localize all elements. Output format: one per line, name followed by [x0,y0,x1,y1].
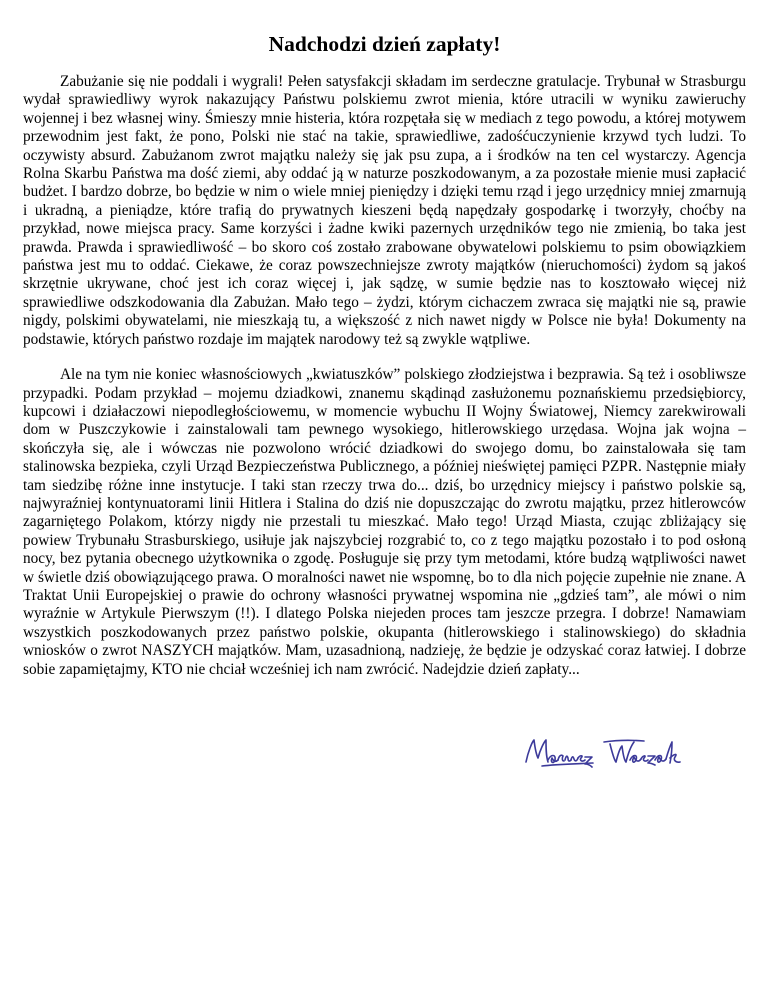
document-page [23,30,746,679]
document-title: Nadchodzi dzień zapłaty! [268,32,501,56]
handwritten-signature [518,734,698,774]
paragraph-1: Zabużanie się nie poddali i wygrali! Pełen satysfakcji składam im serdeczne gratulacje. Trybunał w Strasburgu wydał sprawiedliwy wyrok nakazujący Państwu polskiemu zwrot mienia, które utracili w wyniku zawieruchy wojennej i bez własnej winy. Śmieszy mnie histeria, która rozpętała się w mediach z tego powodu, a której motywem przewodnim jest fakt, że pono, Polski nie stać na takie, sprawiedliwe, zadośćuczynienie krzywd tych ludzi. To oczywisty absurd. Zabużanom zwrot majątku należy się jak psu zupa, a i środków na ten cel wystarczy. Agencja Rolna Skarbu Państwa ma dość ziemi, aby oddać ją w naturze poszkodowanym, a za pozostałe mienie musi zapłacić budżet. I bardzo dobrze, bo będzie w nim o wiele mniej pieniędzy i dzięki temu rząd i jego urzędnicy mniej zmarnują i ukradną, a pieniądze, które trafią do prywatnych kieszeni będą napędzały gospodarkę i tworzyły, choćby na przykład, nowe miejsca pracy. Same korzyści i żadne kwiki pazernych urzędników tego nie zmienią, bo taka jest prawda. Prawda i sprawiedliwość – bo skoro coś zostało zrabowane obywatelowi polskiemu to psim obowiązkiem państwa jest mu to oddać. Ciekawe, że coraz powszechniejsze zwroty majątków (nieruchomości) żydom są jakoś skrzętnie ukrywane, choć jest ich coraz więcej i, jak sądzę, w sumie będzie nas to kosztowało więcej niż sprawiedliwe odszkodowania dla Zabużan. Mało tego – żydzi, którym cichaczem zwraca się majątki nie są, prawie nigdy, polskimi obywatelami, nie mieszkają tu, a większość z nich nawet nigdy w Polsce nie była! Dokumenty na podstawie, których państwo rozdaje im majątek narodowy też są zwykle wątpliwe. [23,73,746,348]
paragraph-2: Ale na tym nie koniec własnościowych „kwiatuszków” polskiego złodziejstwa i bezprawia. Są też i osobliwsze przypadki. Podam przykład – mojemu dziadkowi, znanemu skądinąd zasłużonemu poznańskiemu przedsiębiorcy, kupcowi i działaczowi niepodległościowemu, w momencie wybuchu II Wojny Światowej, Niemcy zarekwirowali dom w Puszczykowie i zainstalowali tam pewnego wysokiego, hitlerowskiego urzędasa. Wojna jak wojna – skończyła się, ale i wówczas nie pozwolono wrócić dziadkowi do swojego domu, bo zainstalowała się tam stalinowska bezpieka, czyli Urząd Bezpieczeństwa Publicznego, a później nieświętej pamięci PZPR. Następnie miały tam siedzibę różne inne instytucje. I taki stan rzeczy trwa do... dziś, bo urzędnicy miejscy i państwo polskie są, najwyraźniej kontynuatorami linii Hitlera i Stalina do dziś nie dopuszczając do zwrotu majątku, przez hitlerowców zagarniętego Polakom, którzy nigdy nie przestali tu mieszkać. Mało tego! Urząd Miasta, czując zbliżający się powiew Trybunału Strasburskiego, usiłuje jak najszybciej rozgrabić to, co z tego majątku pozostało i to pod osłoną nocy, bez pytania obecnego użytkownika o zgodę. Posługuje się przy tym metodami, które budzą wątpliwości nawet w świetle dziś obowiązującego prawa. O moralności nawet nie wspomnę, bo to dla nich pojęcie zupełnie nie znane. A Traktat Unii Europejskiej o prawie do ochrony własności prywatnej wspomina nie „gdzieś tam”, ale mówi o nim wyraźnie w Artykule Pierwszym (!!). I dlatego Polska niejeden proces tam jeszcze przegra. I dobrze! Namawiam wszystkich poszkodowanych przez państwo polskie, okupanta (hitlerowskiego i stalinowskiego) do składnia wniosków o zwrot NASZYCH majątków. Mam, uzasadnioną, nadzieję, że będzie je odzyskać coraz łatwiej. I dobrze sobie zapamiętajmy, KTO nie chciał wcześniej ich nam zwrócić. Nadejdzie dzień zapłaty... [23,366,746,678]
